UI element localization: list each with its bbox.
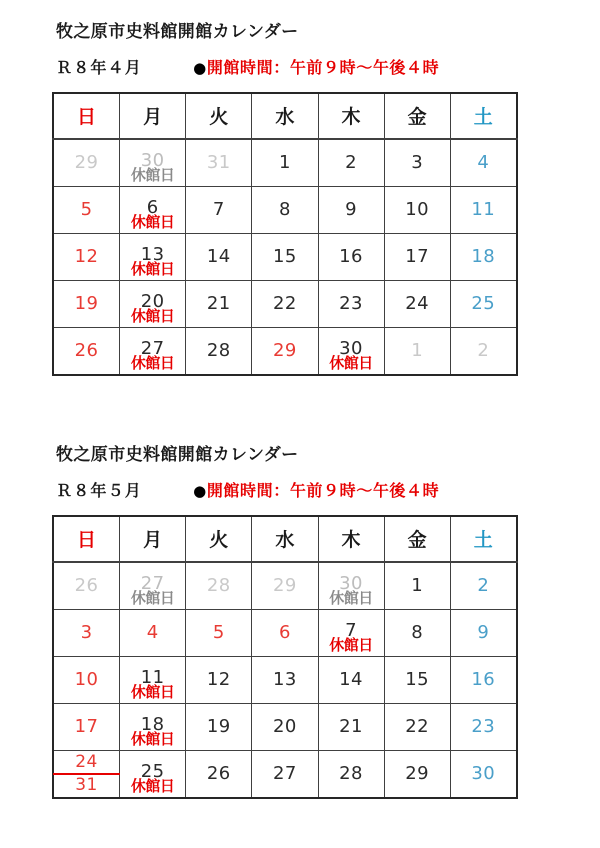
day-cell-inner: [319, 751, 384, 797]
day-cell-inner: [54, 610, 119, 656]
day-cell-inner: [319, 281, 384, 327]
day-cell: [318, 656, 384, 703]
table-row: [53, 186, 517, 233]
day-number: 2: [345, 151, 358, 173]
day-cell: [252, 656, 318, 703]
day-cell: [384, 656, 450, 703]
day-cell: [450, 233, 517, 280]
closed-day-label: 休館日: [130, 682, 175, 701]
day-cell: [318, 750, 384, 798]
day-cell-inner: [54, 563, 119, 609]
day-number: 9: [345, 198, 358, 220]
day-number: 29: [272, 574, 297, 596]
day-cell-split: [53, 750, 120, 798]
day-cell: [450, 280, 517, 327]
day-number: 10: [74, 668, 99, 690]
day-cell: [384, 562, 450, 610]
day-number: 7: [212, 198, 225, 220]
day-cell-inner: [451, 234, 516, 280]
day-cell: [186, 703, 252, 750]
day-cell-closed: [120, 750, 186, 798]
day-cell-inner: [120, 234, 185, 280]
bullet-icon: ●: [193, 59, 207, 78]
day-cell: [186, 280, 252, 327]
day-cell: [384, 750, 450, 798]
day-cell: [450, 562, 517, 610]
day-cell-inner: [319, 328, 384, 374]
day-cell: [252, 609, 318, 656]
day-cell-inner: [54, 328, 119, 374]
day-cell-closed: [318, 562, 384, 610]
opening-hours-text: 開館時間：午前９時～午後４時: [206, 58, 440, 78]
day-number-top: 24: [75, 751, 98, 772]
weekday-header-日: 日: [53, 93, 120, 139]
day-number: 4: [146, 621, 159, 643]
day-cell-inner: [252, 281, 317, 327]
day-cell-inner: [319, 140, 384, 186]
day-cell-inner: [54, 704, 119, 750]
day-number: 25: [471, 292, 496, 314]
day-cell: [384, 609, 450, 656]
calendar-block-april: [0, 0, 600, 376]
day-cell-inner: [120, 328, 185, 374]
day-number: 28: [206, 339, 231, 361]
day-cell: [186, 656, 252, 703]
day-cell-inner: [252, 704, 317, 750]
day-cell: [252, 703, 318, 750]
day-cell-inner: [451, 563, 516, 609]
day-number: 23: [339, 292, 364, 314]
day-number: 5: [212, 621, 225, 643]
day-cell: [186, 750, 252, 798]
table-row: [53, 327, 517, 375]
day-cell: [120, 609, 186, 656]
day-cell-inner: [451, 140, 516, 186]
weekday-header-日: 日: [53, 516, 120, 562]
split-cell-inner: [54, 751, 119, 797]
weekday-header-金: 金: [384, 93, 450, 139]
day-cell: [450, 609, 517, 656]
weekday-header-木: 木: [318, 93, 384, 139]
day-cell: [186, 186, 252, 233]
day-cell-inner: [451, 187, 516, 233]
day-cell-inner: [385, 563, 450, 609]
day-cell-inner: [385, 281, 450, 327]
day-cell: [53, 562, 120, 610]
weekday-header-土: 土: [450, 516, 517, 562]
closed-day-label: 休館日: [130, 776, 175, 795]
table-row: [53, 280, 517, 327]
day-number: 2: [477, 339, 490, 361]
day-number: 22: [272, 292, 297, 314]
day-cell: [384, 233, 450, 280]
day-cell-inner: [385, 704, 450, 750]
day-cell-closed: [120, 280, 186, 327]
day-number: 5: [80, 198, 93, 220]
day-cell-inner: [186, 704, 251, 750]
day-cell-inner: [385, 610, 450, 656]
weekday-header-木: 木: [318, 516, 384, 562]
day-cell-inner: [385, 328, 450, 374]
day-cell: [384, 139, 450, 187]
closed-day-label: 休館日: [130, 165, 175, 184]
day-number: 15: [405, 668, 430, 690]
day-cell-inner: [186, 751, 251, 797]
day-number: 6: [146, 196, 159, 218]
day-number: 26: [206, 762, 231, 784]
day-cell-inner: [252, 234, 317, 280]
day-cell-closed: [318, 327, 384, 375]
day-cell-inner: [451, 281, 516, 327]
day-cell-inner: [451, 328, 516, 374]
day-number: 11: [140, 666, 165, 688]
day-cell-closed: [318, 609, 384, 656]
table-row: [53, 93, 517, 139]
day-cell-inner: [385, 140, 450, 186]
day-cell-inner: [385, 187, 450, 233]
day-cell: [53, 327, 120, 375]
closed-day-label: 休館日: [329, 353, 373, 372]
day-number: 14: [339, 668, 364, 690]
day-cell: [53, 280, 120, 327]
day-number: 30: [339, 337, 364, 359]
day-cell: [53, 609, 120, 656]
day-cell-inner: [451, 704, 516, 750]
day-cell-closed: [120, 233, 186, 280]
day-cell: [450, 186, 517, 233]
day-number: 27: [272, 762, 297, 784]
opening-hours-note: [193, 58, 439, 77]
calendar-grid-may: [52, 515, 518, 799]
day-cell: [186, 327, 252, 375]
day-number: 6: [278, 621, 291, 643]
day-number: 12: [206, 668, 231, 690]
day-cell-inner: [451, 610, 516, 656]
closed-day-label: 休館日: [130, 306, 175, 325]
day-cell: [186, 609, 252, 656]
weekday-header-row: [53, 93, 517, 139]
day-cell-inner: [120, 751, 185, 797]
day-cell-inner: [120, 281, 185, 327]
day-cell: [318, 139, 384, 187]
day-number: 3: [80, 621, 93, 643]
day-cell-inner: [54, 234, 119, 280]
weekday-header-水: 水: [252, 93, 318, 139]
day-cell: [53, 233, 120, 280]
closed-day-label: 休館日: [130, 353, 175, 372]
day-cell-inner: [186, 563, 251, 609]
day-cell-inner: [54, 187, 119, 233]
weekday-header-土: 土: [450, 93, 517, 139]
day-cell: [318, 280, 384, 327]
day-cell-inner: [252, 657, 317, 703]
day-number: 26: [74, 339, 99, 361]
day-cell-closed: [120, 327, 186, 375]
page-title: 牧之原市史料館開館カレンダー: [56, 22, 299, 42]
day-number: 20: [140, 290, 165, 312]
day-number: 27: [140, 572, 165, 594]
day-cell-inner: [186, 328, 251, 374]
day-cell-inner: [451, 657, 516, 703]
day-number: 19: [206, 715, 231, 737]
day-cell-closed: [120, 656, 186, 703]
day-number: 8: [411, 621, 424, 643]
day-number: 4: [477, 151, 490, 173]
weekday-header-月: 月: [120, 93, 186, 139]
day-number: 8: [278, 198, 291, 220]
day-cell-inner: [252, 328, 317, 374]
day-cell-inner: [186, 281, 251, 327]
day-cell-inner: [186, 610, 251, 656]
day-cell-closed: [120, 562, 186, 610]
day-number: 17: [405, 245, 430, 267]
day-cell-inner: [385, 751, 450, 797]
day-cell: [186, 562, 252, 610]
day-number: 9: [477, 621, 490, 643]
day-cell-inner: [451, 751, 516, 797]
day-number: 20: [272, 715, 297, 737]
day-cell-inner: [54, 657, 119, 703]
day-cell: [450, 750, 517, 798]
table-row: [53, 656, 517, 703]
day-cell-inner: [319, 187, 384, 233]
day-number: 18: [140, 713, 165, 735]
day-number: 11: [471, 198, 496, 220]
day-number: 1: [411, 339, 424, 361]
table-row: [53, 516, 517, 562]
day-cell: [450, 139, 517, 187]
table-row: [53, 139, 517, 187]
closed-day-label: 休館日: [329, 588, 373, 607]
day-number: 26: [74, 574, 99, 596]
day-number: 17: [74, 715, 99, 737]
weekday-header-火: 火: [186, 516, 252, 562]
day-number: 30: [471, 762, 496, 784]
day-cell-inner: [120, 563, 185, 609]
day-cell: [450, 327, 517, 375]
day-number: 22: [405, 715, 430, 737]
day-number: 16: [339, 245, 364, 267]
day-cell-inner: [186, 187, 251, 233]
day-number: 16: [471, 668, 496, 690]
day-number: 29: [74, 151, 99, 173]
day-cell-inner: [54, 281, 119, 327]
day-cell-inner: [54, 140, 119, 186]
table-row: [53, 233, 517, 280]
weekday-header-水: 水: [252, 516, 318, 562]
page-title: 牧之原市史料館開館カレンダー: [56, 445, 299, 465]
day-cell-closed: [120, 186, 186, 233]
day-cell-inner: [319, 657, 384, 703]
day-number: 12: [74, 245, 99, 267]
day-cell-inner: [319, 563, 384, 609]
day-cell-inner: [120, 140, 185, 186]
day-cell-inner: [186, 657, 251, 703]
day-cell-inner: [252, 751, 317, 797]
closed-day-label: 休館日: [130, 212, 175, 231]
day-number-bottom: 31: [75, 774, 98, 795]
table-row: [53, 703, 517, 750]
day-number: 27: [140, 337, 165, 359]
day-cell: [252, 327, 318, 375]
day-number: 21: [339, 715, 364, 737]
day-number: 18: [471, 245, 496, 267]
day-cell: [53, 139, 120, 187]
day-number: 25: [140, 760, 165, 782]
day-number: 13: [140, 243, 165, 265]
day-cell-inner: [252, 610, 317, 656]
table-row: [53, 609, 517, 656]
day-cell: [252, 139, 318, 187]
day-cell: [252, 280, 318, 327]
day-number: 30: [140, 149, 165, 171]
day-number: 31: [206, 151, 231, 173]
day-cell: [318, 186, 384, 233]
closed-day-label: 休館日: [130, 588, 175, 607]
day-cell-inner: [385, 657, 450, 703]
day-cell-inner: [252, 187, 317, 233]
day-cell: [252, 186, 318, 233]
weekday-header-金: 金: [384, 516, 450, 562]
closed-day-label: 休館日: [130, 259, 175, 278]
closed-day-label: 休館日: [130, 729, 175, 748]
day-cell-inner: [319, 234, 384, 280]
day-number: 29: [272, 339, 297, 361]
day-cell: [53, 656, 120, 703]
day-number: 2: [477, 574, 490, 596]
day-cell: [450, 656, 517, 703]
table-row: [53, 562, 517, 610]
day-number: 29: [405, 762, 430, 784]
day-number: 19: [74, 292, 99, 314]
day-cell-inner: [120, 187, 185, 233]
calendar-body: [53, 562, 517, 798]
day-cell: [53, 186, 120, 233]
day-cell: [186, 233, 252, 280]
month-header-line: [0, 42, 600, 77]
day-cell: [186, 139, 252, 187]
day-number: 10: [405, 198, 430, 220]
day-cell-inner: [319, 704, 384, 750]
day-cell: [252, 233, 318, 280]
day-cell: [384, 703, 450, 750]
day-cell-inner: [120, 657, 185, 703]
day-cell-closed: [120, 139, 186, 187]
day-number: 23: [471, 715, 496, 737]
day-cell: [252, 750, 318, 798]
month-label: Ｒ８年４月: [56, 58, 143, 78]
bullet-icon: ●: [193, 482, 207, 501]
month-label: Ｒ８年５月: [56, 481, 143, 501]
day-cell: [318, 703, 384, 750]
weekday-header-月: 月: [120, 516, 186, 562]
day-cell-inner: [120, 704, 185, 750]
weekday-header-火: 火: [186, 93, 252, 139]
day-cell-inner: [252, 140, 317, 186]
day-number: 1: [278, 151, 291, 173]
day-number: 1: [411, 574, 424, 596]
day-cell: [252, 562, 318, 610]
day-number: 28: [206, 574, 231, 596]
day-number: 24: [405, 292, 430, 314]
month-header-line: [0, 465, 600, 500]
opening-hours-text: 開館時間：午前９時～午後４時: [206, 481, 440, 501]
day-number: 30: [339, 572, 364, 594]
day-number: 14: [206, 245, 231, 267]
day-number: 28: [339, 762, 364, 784]
day-number: 15: [272, 245, 297, 267]
day-cell-inner: [186, 140, 251, 186]
day-cell-inner: [319, 610, 384, 656]
day-cell: [384, 280, 450, 327]
day-cell-closed: [120, 703, 186, 750]
day-cell: [450, 703, 517, 750]
day-cell-inner: [120, 610, 185, 656]
opening-hours-note: [193, 481, 439, 500]
day-number: 13: [272, 668, 297, 690]
calendar-body: [53, 139, 517, 375]
day-cell: [384, 186, 450, 233]
day-cell-inner: [385, 234, 450, 280]
day-number: 3: [411, 151, 424, 173]
day-cell-inner: [252, 563, 317, 609]
table-row: [53, 750, 517, 798]
closed-day-label: 休館日: [329, 635, 373, 654]
weekday-header-row: [53, 516, 517, 562]
day-number: 21: [206, 292, 231, 314]
day-cell: [318, 233, 384, 280]
day-cell-inner: [186, 234, 251, 280]
calendar-block-may: [0, 423, 600, 799]
day-cell: [384, 327, 450, 375]
day-number: 7: [345, 619, 358, 641]
day-cell: [53, 703, 120, 750]
calendar-grid-april: [52, 92, 518, 376]
